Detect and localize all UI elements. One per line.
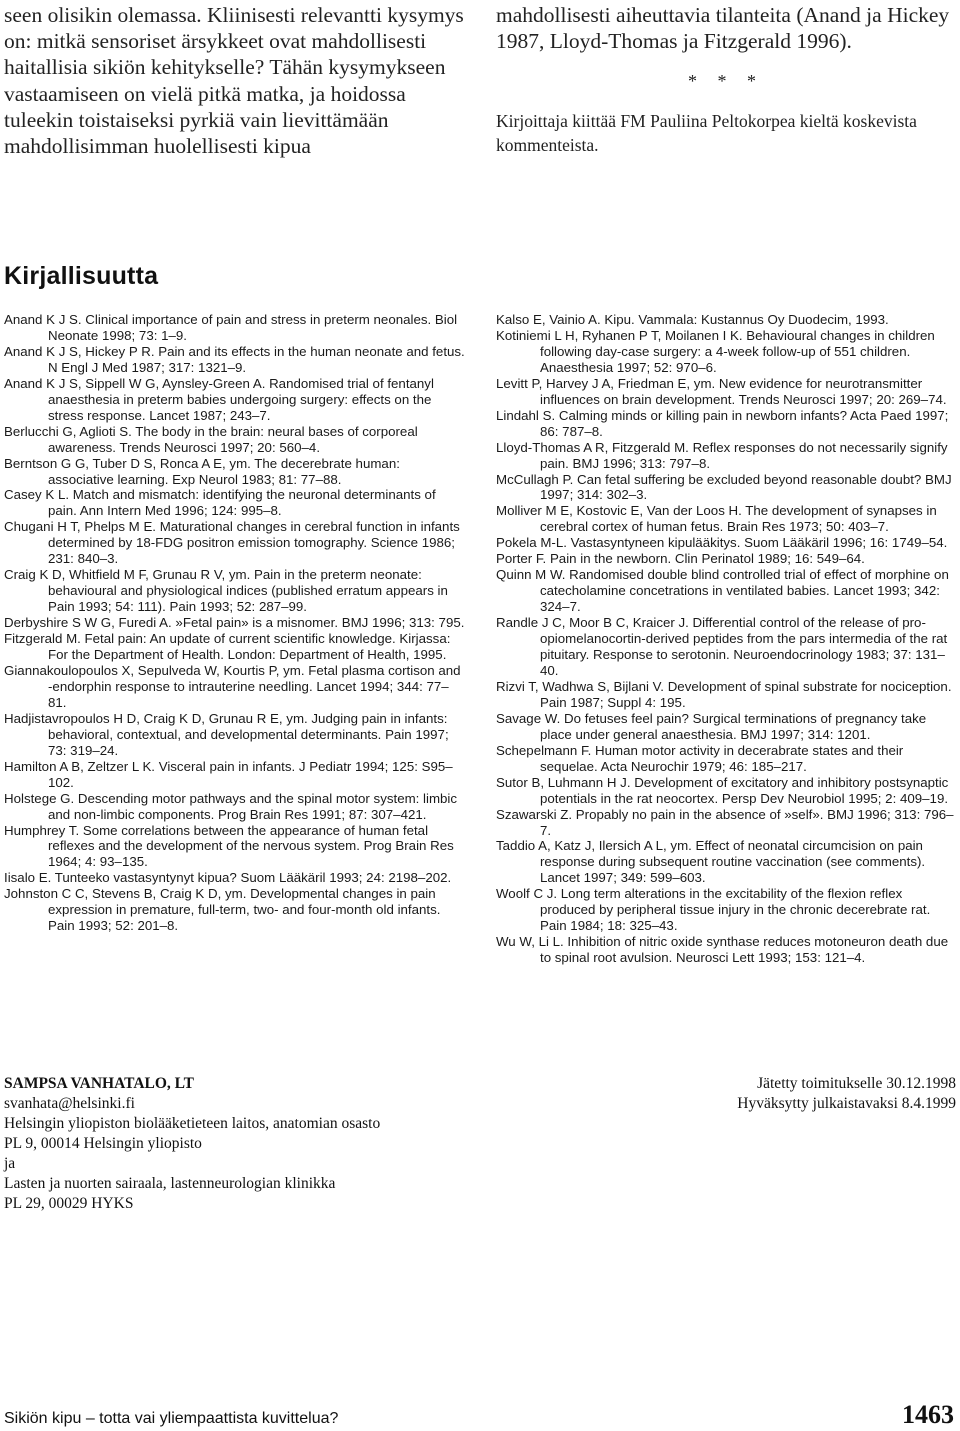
section-separator: * * *	[688, 71, 764, 92]
reference-item: McCullagh P. Can fetal suffering be excluded beyond reasonable doubt? BMJ 1997; 314: 302–3.	[496, 471, 952, 503]
reference-item: Schepelmann F. Human motor activity in decerabrate states and their sequelae. Acta Neurochir 1979; 46: 185–217.	[496, 742, 904, 774]
received-date: Jätetty toimitukselle 30.12.1998	[757, 1075, 956, 1092]
submission-dates	[536, 1074, 956, 1114]
references-list-right	[496, 312, 958, 966]
page-number: 1463	[902, 1400, 954, 1429]
reference-item: Molliver M E, Kostovic E, Van der Loos H. The development of synapses in cerebral cortex of human fetus. Brain Res 1973; 50: 403–7.	[496, 503, 937, 535]
references-list-left	[4, 312, 466, 934]
author-address-1: PL 9, 00014 Helsingin yliopisto	[4, 1135, 202, 1152]
reference-item: Kotiniemi L H, Ryhanen P T, Moilanen I K. Behavioural changes in children following day-case surgery: a 4-week follow-up of 551 children. Anaesthesia 1997; 52: 970–6.	[496, 327, 935, 375]
reference-item: Humphrey T. Some correlations between the appearance of human fetal reflexes and the development of the nervous system. Prog Brain Res 1964; 4: 93–135.	[4, 822, 454, 870]
reference-item: Szawarski Z. Propably no pain in the absence of »self». BMJ 1996; 313: 796–7.	[496, 806, 954, 838]
author-affiliation-2: Lasten ja nuorten sairaala, lastenneurologian klinikka	[4, 1175, 336, 1192]
reference-item: Randle J C, Moor B C, Kraicer J. Differential control of the release of pro-opiomelanocortin-derived peptides from the pars intermedia of the rat pituitary. Response to serotonin. Neuroendocrinology 1983; 37: 131–40.	[496, 615, 948, 678]
reference-item: Quinn M W. Randomised double blind controlled trial of effect of morphine on catecholamine concetrations in ventilated babies. Lancet 1993; 342: 324–7.	[496, 567, 949, 615]
author-address-2: PL 29, 00029 HYKS	[4, 1195, 134, 1212]
reference-item: Pokela M-L. Vastasyntyneen kipulääkitys. Suom Lääkäril 1996; 16: 1749–54.	[496, 535, 948, 551]
author-email[interactable]: svanhata@helsinki.fi	[4, 1095, 135, 1112]
reference-item: Levitt P, Harvey J A, Friedman E, ym. New evidence for neurotransmitter influences on brain development. Trends Neurosci 1997; 20: 269–74.	[496, 375, 947, 407]
author-block	[4, 1074, 464, 1214]
reference-item: Berlucchi G, Aglioti S. The body in the brain: neural bases of corporeal awareness. Trends Neurosci 1997; 20: 560–4.	[4, 423, 418, 455]
reference-item: Iisalo E. Tunteeko vastasyntynyt kipua? Suom Lääkäril 1993; 24: 2198–202.	[4, 870, 452, 886]
reference-item: Wu W, Li L. Inhibition of nitric oxide synthase reduces motoneuron death due to spinal root avulsion. Neurosci Lett 1993; 153: 121–4.	[496, 934, 949, 966]
reference-item: Rizvi T, Wadhwa S, Bijlani V. Development of spinal substrate for nociception. Pain 1987; Suppl 4: 195.	[496, 678, 952, 710]
reference-item: Craig K D, Whitfield M F, Grunau R V, ym. Pain in the preterm neonate: behavioural and physiological indices (published erratum appears in Pain 1993; 54: 111). Pain 1993; 52: 287–99.	[4, 567, 448, 615]
reference-item: Hadjistavropoulos H D, Craig K D, Grunau R E, ym. Judging pain in infants: behavioral, contextual, and developmental determinants. Pain 1997; 73: 319–24.	[4, 710, 449, 758]
reference-item: Porter F. Pain in the newborn. Clin Perinatol 1989; 16: 549–64.	[496, 551, 865, 567]
reference-item: Berntson G G, Tuber D S, Ronca A E, ym. The decerebrate human: associative learning. Exp Neurol 1983; 81: 77–88.	[4, 455, 400, 487]
reference-item: Giannakoulopoulos X, Sepulveda W, Kourtis P, ym. Fetal plasma cortison and -endorphin response to intrauterine needling. Lancet 1994; 344: 77–81.	[4, 662, 461, 710]
reference-item: Savage W. Do fetuses feel pain? Surgical terminations of pregnancy take place under general anaesthesia. BMJ 1997; 314: 1201.	[496, 710, 927, 742]
article-body-text-continued: mahdollisesti aiheuttavia tilanteita (Anand ja Hickey 1987, Lloyd-Thomas ja Fitzgerald 1996).	[496, 3, 950, 54]
article-body-text: seen olisikin olemassa. Kliinisesti relevantti kysymys on: mitkä sensoriset ärsykkeet ovat mahdollisesti haitallisia sikiön kehitykselle? Tähän kysymykseen vastaamiseen on vielä pitkä matka, ja hoidossa tuleekin toistaiseksi pyrkiä vain lievittämään mahdollisimman huolellisesti kipua	[4, 3, 464, 159]
article-right-column	[496, 2, 956, 157]
reference-item: Johnston C C, Stevens B, Craig K D, ym. Developmental changes in pain expression in premature, full-term, two- and four-month old infants. Pain 1993; 52: 201–8.	[4, 886, 441, 934]
reference-item: Holstege G. Descending motor pathways and the spinal motor system: limbic and non-limbic components. Prog Brain Res 1991; 87: 307–421.	[4, 790, 458, 822]
references-heading: Kirjallisuutta	[4, 262, 159, 290]
author-conjunction: ja	[4, 1155, 16, 1172]
reference-item: Taddio A, Katz J, Ilersich A L, ym. Effect of neonatal circumcision on pain response during subsequent routine vaccination (see comments). Lancet 1997; 349: 599–603.	[496, 838, 926, 886]
reference-item: Derbyshire S W G, Furedi A. »Fetal pain» is a misnomer. BMJ 1996; 313: 795.	[4, 615, 465, 631]
reference-item: Sutor B, Luhmann H J. Development of excitatory and inhibitory postsynaptic potentials in the rat neocortex. Persp Dev Neurobiol 1995; 2: 409–19.	[496, 774, 949, 806]
reference-item: Anand K J S, Hickey P R. Pain and its effects in the human neonate and fetus. N Engl J Med 1987; 317: 1321–9.	[4, 343, 465, 375]
reference-item: Hamilton A B, Zeltzer L K. Visceral pain in infants. J Pediatr 1994; 125: S95–102.	[4, 758, 453, 790]
author-name: SAMPSA VANHATALO, LT	[4, 1075, 194, 1092]
reference-item: Kalso E, Vainio A. Kipu. Vammala: Kustannus Oy Duodecim, 1993.	[496, 312, 889, 327]
author-affiliation-1: Helsingin yliopiston biolääketieteen laitos, anatomian osasto	[4, 1115, 381, 1132]
reference-item: Lloyd-Thomas A R, Fitzgerald M. Reflex responses do not necessarily signify pain. BMJ 1996; 313: 797–8.	[496, 439, 948, 471]
running-title: Sikiön kipu – totta vai yliempaattista kuvittelua?	[4, 1410, 339, 1427]
reference-item: Lindahl S. Calming minds or killing pain in newborn infants? Acta Paed 1997; 86: 787–8.	[496, 407, 949, 439]
article-left-column	[4, 2, 464, 159]
accepted-date: Hyväksytty julkaistavaksi 8.4.1999	[737, 1095, 956, 1112]
reference-item: Anand K J S. Clinical importance of pain and stress in preterm neonales. Biol Neonate 1998; 73: 1–9.	[4, 312, 458, 343]
reference-item: Casey K L. Match and mismatch: identifying the neuronal determinants of pain. Ann Intern Med 1996; 124: 995–8.	[4, 487, 436, 519]
reference-item: Fitzgerald M. Fetal pain: An update of current scientific knowledge. Kirjassa: For the Department of Health. London: Department of Health, 1995.	[4, 631, 451, 663]
reference-item: Anand K J S, Sippell W G, Aynsley-Green A. Randomised trial of fentanyl anaesthesia in preterm babies undergoing surgery: effects on the stress response. Lancet 1987; 243–7.	[4, 375, 434, 423]
reference-item: Chugani H T, Phelps M E. Maturational changes in cerebral function in infants determined by 18-FDG positron emission tomography. Science 1986; 231: 840–3.	[4, 519, 460, 567]
reference-item: Woolf C J. Long term alterations in the excitability of the flexion reflex produced by peripheral tissue injury in the chronic decerebrate rat. Pain 1984; 18: 325–43.	[496, 886, 931, 934]
acknowledgement-text: Kirjoittaja kiittää FM Pauliina Peltokorpea kieltä koskevista kommenteista.	[496, 110, 917, 155]
